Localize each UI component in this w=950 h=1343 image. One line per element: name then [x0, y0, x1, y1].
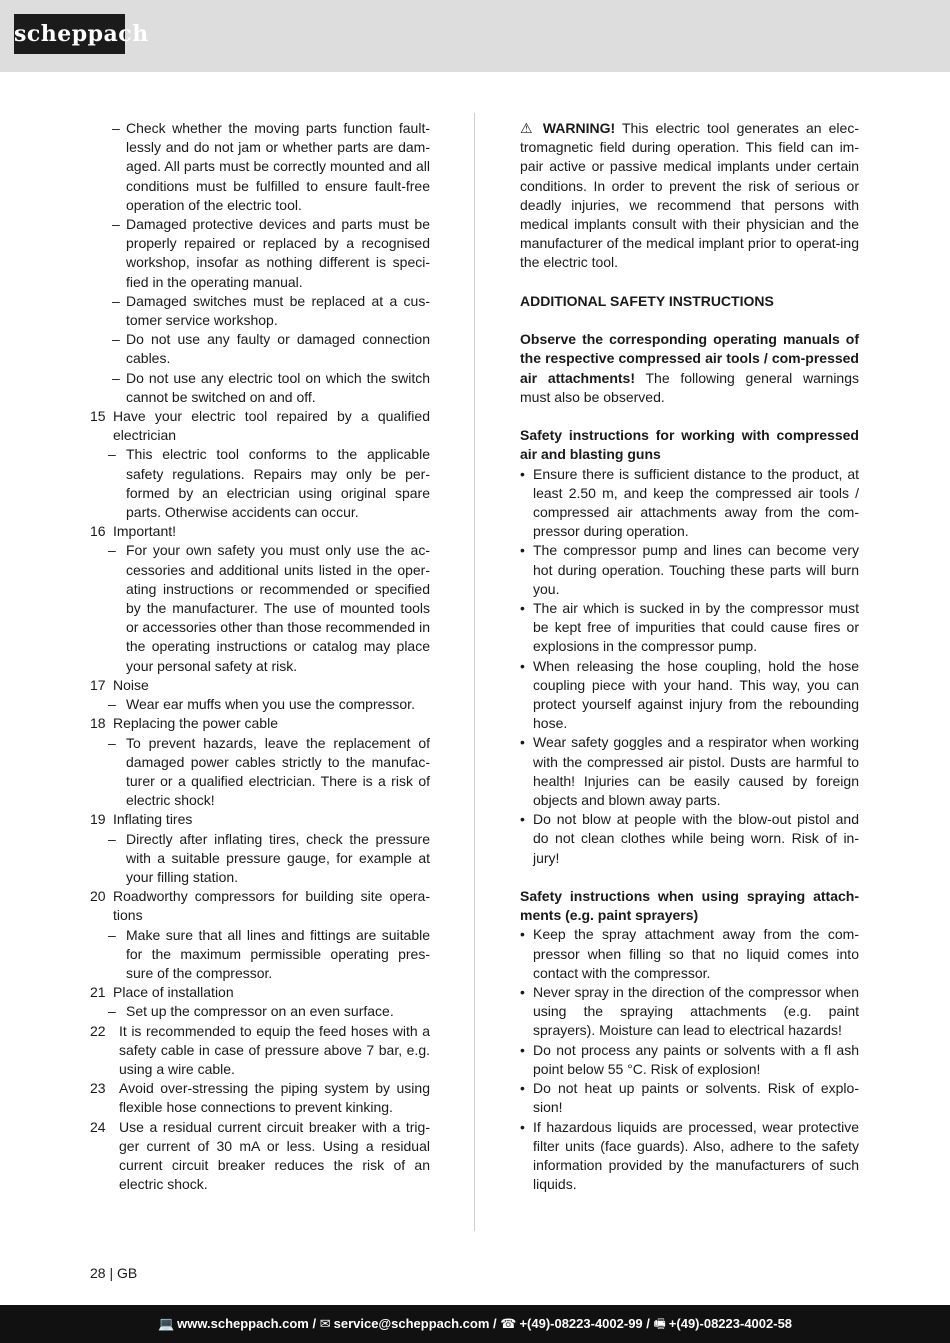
bullet-marker: • — [520, 1118, 525, 1135]
item-number: 22 — [90, 1022, 106, 1039]
spraying-heading: Safety instructions when using spraying attach-ments (e.g. paint sprayers) — [520, 888, 859, 924]
dash-item — [90, 369, 430, 407]
bullet-item — [520, 465, 859, 542]
sub-item-text: Make sure that all lines and fittings are suitable for the maximum permissible operating pres-sure of the compressor. — [126, 926, 430, 981]
bullet-text: Ensure there is sufficient distance to the product, at least 2.50 m, and keep the compressed air tools / compressed air attachments away from the com-pressor during operation. — [533, 465, 859, 540]
phone-icon: ☎ — [500, 1316, 517, 1331]
page-header — [0, 0, 950, 72]
bullet-text: Do not heat up paints or solvents. Risk of explo-sion! — [533, 1080, 859, 1116]
item-title: Replacing the power cable — [113, 715, 278, 732]
bullet-item — [520, 1079, 859, 1117]
item-number: 24 — [90, 1118, 106, 1135]
item-number: 16 — [90, 523, 106, 540]
dash-item — [90, 215, 430, 292]
item-text: Avoid over-stressing the piping system by using flexible hose connections to prevent kinking. — [119, 1080, 430, 1116]
dash-item-text: Damaged switches must be replaced at a cus-tomer service workshop. — [126, 292, 430, 329]
warning-label: WARNING! — [542, 120, 616, 136]
bullet-marker: • — [520, 600, 525, 617]
sub-item — [90, 830, 430, 888]
sub-item — [90, 734, 430, 811]
page-footer — [0, 1305, 950, 1343]
item-title: Noise — [113, 676, 149, 693]
bullet-item — [520, 925, 859, 983]
footer-email[interactable]: service@scheppach.com / — [333, 1316, 497, 1331]
blasting-heading: Safety instructions for working with compressed air and blasting guns — [520, 427, 859, 463]
bullet-text: Never spray in the direction of the compressor when using the spraying attachments (e.g. paint sprayers). Moisture can lead to electrical hazards! — [533, 984, 859, 1039]
item-text: It is recommended to equip the feed hoses with a safety cable in case of pressure above 7 bar, e.g. using a wire cable. — [119, 1022, 430, 1077]
bullet-marker: • — [520, 926, 525, 943]
item-title: Roadworthy compressors for building site opera-tions — [113, 888, 430, 924]
dash-marker: – — [112, 292, 120, 309]
item-number: 20 — [90, 888, 106, 905]
item-title: Place of installation — [113, 984, 234, 1001]
bullet-text: Keep the spray attachment away from the com-pressor when filling so that no liquid comes into contact with the compressor. — [533, 926, 859, 981]
bullet-text: Do not blow at people with the blow-out pistol and do not clean clothes while being worn. Risk of in-jury! — [533, 811, 859, 866]
right-column — [520, 119, 859, 1194]
numbered-item — [90, 714, 430, 733]
bullet-item — [520, 657, 859, 734]
sub-item-text: For your own safety you must only use the ac-cessories and additional units listed in the oper-ating instructions or recommended or specified by the manufacturer. The use of mounted tools or accessories other than those recommended in the operating instructions or catalog may place your personal safety at risk. — [126, 542, 430, 674]
dash-item-text: Damaged protective devices and parts must be properly repaired or replaced by a recognised workshop, insofar as nothing different is speci-fied in the operating manual. — [126, 216, 430, 290]
warning-paragraph — [520, 119, 859, 273]
sub-item — [90, 1002, 430, 1021]
item-number: 23 — [90, 1080, 106, 1097]
footer-phone: +(49)-08223-4002-99 / — [519, 1316, 650, 1331]
item-title: Important! — [113, 523, 177, 540]
bullet-item — [520, 599, 859, 657]
bullet-marker: • — [520, 734, 525, 751]
item-title: Have your electric tool repaired by a qualified electrician — [113, 408, 430, 444]
dash-item-text: Check whether the moving parts function fault-lessly and do not jam or whether parts are dam-aged. All parts must be correctly mounted and all conditions must be fulfilled to ensure fault-free operation of the electric tool. — [126, 120, 430, 213]
dash-marker: – — [108, 446, 116, 463]
scheppach-logo: scheppach — [14, 14, 125, 54]
item-title: Inflating tires — [113, 811, 193, 828]
fax-icon: 🖷 — [653, 1316, 666, 1331]
numbered-item — [90, 1118, 430, 1195]
bullet-marker: • — [520, 811, 525, 828]
bullet-text: Do not process any paints or solvents with a fl ash point below 55 °C. Risk of explosion! — [533, 1041, 859, 1077]
sub-item — [90, 926, 430, 984]
warning-text: This electric tool generates an elec-tromagnetic field during operation. This field can im-pair active or passive medical implants under certain conditions. In order to prevent the risk of serious or deadly injuries, we recommend that persons with medical implants consult with their physician and the manufacturer of the medical implant prior to operat-ing the electric tool. — [520, 120, 859, 271]
dash-marker: – — [112, 331, 120, 348]
sub-item-text: To prevent hazards, leave the replacement of damaged power cables strictly to the manufac-turer or a qualified electrician. There is a risk of electric shock! — [126, 734, 430, 809]
footer-fax: +(49)-08223-4002-58 — [668, 1316, 793, 1331]
item-number: 15 — [90, 408, 106, 425]
numbered-item — [90, 676, 430, 695]
dash-marker: – — [108, 696, 116, 713]
bullet-item — [520, 733, 859, 810]
sub-item — [90, 445, 430, 522]
warning-icon: ⚠ — [520, 120, 536, 136]
numbered-item — [90, 522, 430, 541]
spraying-list — [520, 925, 859, 1194]
bullet-item — [520, 541, 859, 599]
dash-item-text: Do not use any electric tool on which the switch cannot be switched on and off. — [126, 369, 430, 405]
mail-icon: ✉ — [319, 1316, 331, 1331]
dash-marker: – — [108, 830, 116, 847]
dash-marker: – — [108, 734, 116, 751]
dash-marker: – — [112, 216, 120, 233]
blasting-list — [520, 465, 859, 868]
dash-marker: – — [108, 1003, 116, 1020]
item-number: 18 — [90, 715, 106, 732]
sub-item — [90, 695, 430, 714]
bullet-item — [520, 983, 859, 1041]
additional-heading: ADDITIONAL SAFETY INSTRUCTIONS — [520, 292, 774, 309]
column-divider — [474, 113, 475, 1231]
numbered-item — [90, 983, 430, 1002]
bullet-text: Wear safety goggles and a respirator when working with the compressed air pistol. Dusts are harmful to health! Injuries can be easily caused by foreign objects and blown away parts. — [533, 734, 859, 809]
sub-item-text: Set up the compressor on an even surface. — [126, 1003, 394, 1020]
dash-item — [90, 119, 430, 215]
sub-item — [90, 541, 430, 675]
item-text: Use a residual current circuit breaker with a trig-ger current of 30 mA or less. Using a residual current circuit breaker reduces the risk of an electric shock. — [119, 1118, 430, 1193]
dash-marker: – — [112, 369, 120, 386]
bullet-marker: • — [520, 542, 525, 559]
observe-text: The following general warnings must also be observed. — [520, 369, 859, 405]
dash-item — [90, 330, 430, 368]
bullet-marker: • — [520, 657, 525, 674]
item-number: 17 — [90, 676, 106, 693]
observe-bold: Observe the corresponding operating manuals of the respective compressed air tools / com-pressed air attachments! — [520, 331, 859, 386]
numbered-item — [90, 887, 430, 925]
bullet-marker: • — [520, 1080, 525, 1097]
sub-item-text: Wear ear muffs when you use the compressor. — [126, 696, 415, 713]
sub-item-text: This electric tool conforms to the applicable safety regulations. Repairs may only be per-formed by an electrician using original spare parts. Otherwise accidents can occur. — [126, 446, 430, 521]
bullet-item — [520, 810, 859, 868]
numbered-list-2 — [90, 1022, 430, 1195]
bullet-item — [520, 1118, 859, 1195]
numbered-item — [90, 1079, 430, 1117]
dash-item-text: Do not use any faulty or damaged connection cables. — [126, 331, 430, 367]
observe-paragraph — [520, 330, 859, 407]
footer-web[interactable]: www.scheppach.com / — [177, 1316, 317, 1331]
bullet-marker: • — [520, 1041, 525, 1058]
page-number: 28 | GB — [90, 1265, 138, 1281]
intro-list — [90, 119, 430, 407]
bullet-item — [520, 1041, 859, 1079]
item-number: 21 — [90, 984, 106, 1001]
dash-marker: – — [108, 926, 116, 943]
numbered-item — [90, 810, 430, 829]
bullet-marker: • — [520, 984, 525, 1001]
bullet-text: The air which is sucked in by the compressor must be kept free of impurities that could cause fires or explosions in the compressor pump. — [533, 600, 859, 655]
sub-item-text: Directly after inflating tires, check the pressure with a suitable pressure gauge, for example at your filling station. — [126, 830, 430, 885]
dash-marker: – — [112, 120, 120, 136]
numbered-list — [90, 407, 430, 1022]
item-number: 19 — [90, 811, 106, 828]
computer-icon: 💻 — [157, 1316, 175, 1331]
bullet-marker: • — [520, 465, 525, 482]
bullet-text: If hazardous liquids are processed, wear protective filter units (face guards). Also, adhere to the safety information provided by the manufacturers of such liquids. — [533, 1118, 859, 1193]
left-column — [90, 119, 430, 1194]
dash-item — [90, 292, 430, 330]
bullet-text: When releasing the hose coupling, hold the hose coupling piece with your hand. This way, you can protect yourself against injury from the rebounding hose. — [533, 657, 859, 732]
numbered-item — [90, 1022, 430, 1080]
bullet-text: The compressor pump and lines can become very hot during operation. Touching these parts will burn you. — [533, 542, 859, 597]
dash-marker: – — [108, 542, 116, 559]
numbered-item — [90, 407, 430, 445]
